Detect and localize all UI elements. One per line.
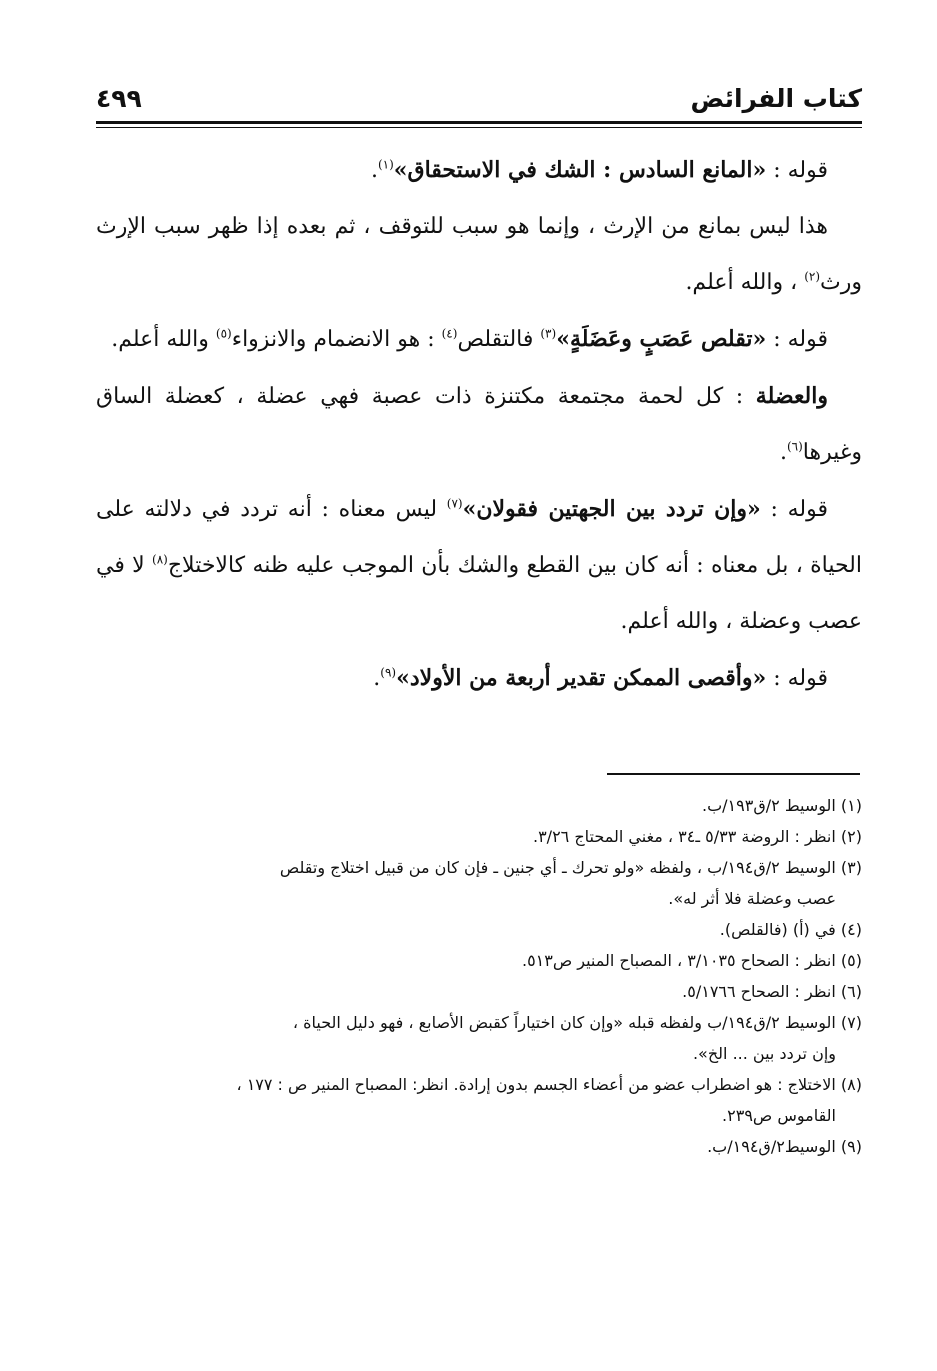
page-number: ٤٩٩ (96, 84, 142, 113)
quoted-phrase: «وإن تردد بين الجهتين فقولان» (462, 496, 761, 522)
quote-lead: قوله : (766, 158, 828, 183)
footnote-ref[interactable]: (٨) (152, 552, 168, 567)
paragraph-text: ليس معناه : أنه تردد في دلالته على الحياة ، بل معناه : أنه كان بين القطع والشك بأن الموجب عليه ظنه كالاختلاج (96, 497, 862, 578)
footnote-ref[interactable]: (٢) (804, 269, 821, 284)
paragraph-end: . (370, 158, 378, 183)
paragraph-4 (96, 368, 862, 481)
footnote-ref[interactable]: (١) (377, 157, 394, 172)
paragraph-6 (96, 650, 862, 707)
footnote-3: (٣) الوسيط ٢/ق١٩٤/ب ، ولفظه «ولو تحرك ـ أي جنين ـ فإن كان من قبيل اختلاج وتقلص (279, 858, 862, 877)
footnote-7-continued: وإن تردد بين ... الخ». (692, 1044, 836, 1063)
paragraph-text: هذا ليس بمانع من الإرث ، وإنما هو سبب للتوقف ، ثم بعده إذا ظهر سبب الإرث ورث (96, 214, 862, 295)
paragraph-end: ، والله أعلم. (685, 270, 798, 295)
footnote-9: (٩) الوسيط٢/ق١٩٤/ب. (707, 1137, 862, 1156)
footnote-ref[interactable]: (٥) (215, 326, 232, 341)
footnote-7: (٧) الوسيط ٢/ق١٩٤/ب ولفظه قبله «وإن كان اختياراً كقبض الأصابع ، فهو دليل الحياة ، (292, 1013, 862, 1032)
running-header (96, 80, 862, 124)
paragraph-text: : كل لحمة مجتمعة مكتنزة ذات عصبة فهي عضلة ، كعضلة الساق وغيرها (96, 384, 862, 465)
quoted-phrase: «المانع السادس : الشك في الاستحقاق» (393, 157, 767, 183)
defined-term: والعضلة (755, 383, 828, 409)
paragraph-text: : هو الانضمام والانزواء (231, 327, 442, 352)
paragraph-1 (96, 142, 862, 199)
footnote-8-continued: القاموس ص٢٣٩. (722, 1106, 836, 1125)
main-text (96, 142, 862, 707)
paragraph-2 (96, 199, 862, 311)
footnote-separator (607, 773, 860, 775)
paragraph-3 (96, 311, 862, 368)
paragraph-end: . (373, 666, 381, 691)
book-title: كتاب الفرائض (690, 84, 862, 113)
quote-lead: قوله : (760, 497, 829, 522)
header-rule-thick (96, 121, 862, 124)
footnote-3-continued: عصب وعضلة فلا أثر له». (668, 889, 836, 908)
paragraph-text: فالتقلص (457, 327, 541, 352)
footnote-ref[interactable]: (٤) (441, 326, 458, 341)
footnote-8: (٨) الاختلاج : هو اضطراب عضو من أعضاء الجسم بدون إرادة. انظر: المصباح المنير ص : ١٧٧ ، (236, 1075, 862, 1094)
footnote-ref[interactable]: (٩) (380, 665, 397, 680)
paragraph-end: والله أعلم. (111, 327, 216, 352)
footnote-1: (١) الوسيط ٢/ق١٩٣/ب. (702, 796, 862, 815)
footnotes (96, 790, 862, 1162)
footnote-ref[interactable]: (٧) (446, 496, 463, 511)
footnote-6: (٦) انظر : الصحاح ٥/١٧٦٦. (682, 982, 862, 1001)
footnote-5: (٥) انظر : الصحاح ٣/١٠٣٥ ، المصباح المنير ص٥١٣. (521, 951, 862, 970)
quote-lead: قوله : (766, 666, 828, 691)
footnote-ref[interactable]: (٣) (540, 326, 557, 341)
paragraph-end: . (779, 440, 787, 465)
quoted-phrase: «تقلص عَصَبٍ وعَضَلَةٍ» (556, 326, 767, 352)
paragraph-5 (96, 481, 862, 650)
quote-lead: قوله : (766, 327, 828, 352)
footnote-ref[interactable]: (٦) (786, 439, 803, 454)
header-rule-thin (96, 127, 862, 128)
footnote-4: (٤) في (أ) (فالقلص). (719, 920, 862, 939)
paragraph-end: لا في عصب وعضلة ، والله أعلم. (96, 553, 862, 634)
footnote-2: (٢) انظر : الروضة ٥/٣٣ ـ٣٤ ، مغني المحتاج ٣/٢٦. (532, 827, 862, 846)
quoted-phrase: «وأقصى الممكن تقدير أربعة من الأولاد» (396, 665, 767, 691)
